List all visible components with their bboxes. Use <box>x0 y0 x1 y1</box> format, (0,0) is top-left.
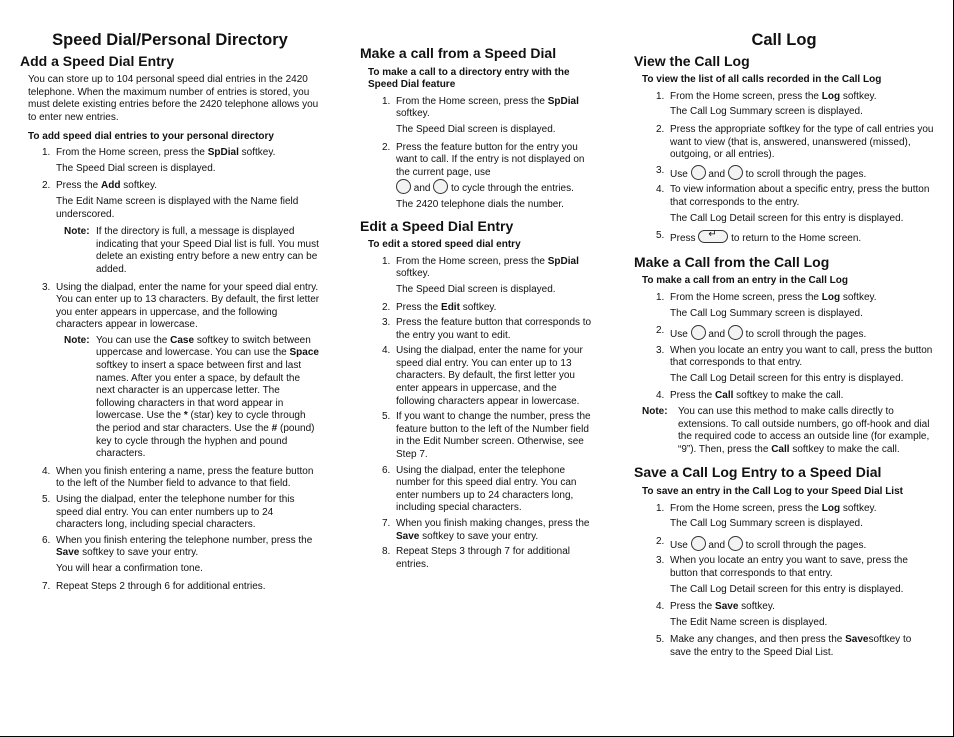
left-arrow-key-icon <box>396 179 411 194</box>
step-2: 2. Press the Add softkey. <box>42 180 157 192</box>
left-arrow-key-icon <box>691 165 706 180</box>
heading-make-call-log: Make a Call from the Call Log <box>634 253 830 270</box>
heading-make-call-speed-dial: Make a call from a Speed Dial <box>360 45 557 61</box>
step-2-result: The Edit Name screen is displayed with the Name field underscored. <box>56 195 299 220</box>
step-2-result: The 2420 telephone dials the number. <box>396 198 564 210</box>
step-1: 1. From the Home screen, press the SpDial softkey. <box>382 95 579 120</box>
exit-key-icon <box>698 230 728 243</box>
step-1: 1. From the Home screen, press the SpDial softkey. <box>42 147 276 159</box>
procedure-title: To make a call from an entry in the Call Log <box>642 275 848 287</box>
step-4: 4. Using the dialpad, enter the name for your speed dial entry. You can enter up to 13 characters. By default, the first letter you enter appears in uppercase, and the following characters appear in lowercase. <box>382 345 583 407</box>
procedure-title: To make a call to a directory entry with the Speed Dial feature <box>368 66 570 91</box>
step-1-result: The Speed Dial screen is displayed. <box>396 123 556 135</box>
heading-add-speed-dial: Add a Speed Dial Entry <box>20 52 175 69</box>
right-arrow-key-icon <box>728 325 743 340</box>
step-3: 3. Press the feature button that corresponds to the entry you want to edit. <box>382 317 592 341</box>
step-1-result: The Call Log Summary screen is displayed. <box>670 307 863 319</box>
step-4: 4. To view information about a specific entry, press the button that corresponds to the entry. <box>656 184 930 208</box>
step-4-result: The Edit Name screen is displayed. <box>670 616 828 628</box>
step-2: 2. Press the appropriate softkey for the type of call entries you want to view (that is, answered, unanswered (missed), outgoing, or all entries). <box>656 123 934 161</box>
step-7: 7. When you finish making changes, press the Save softkey to save your entry. <box>382 518 590 542</box>
column-speed-dial-calls <box>360 43 594 574</box>
step-3: 3. When you locate an entry you want to call, press the button that corresponds to that entry. <box>656 344 933 369</box>
note-case-softkey: Note: You can use the Case softkey to switch between uppercase and lowercase. You can use the Space softkey to insert a space between first and last names. After you enter a space, by default the next character is an uppercase letter. The following characters in that word appear in lowercase. Use the * (star) key to cycle through the period and star characters. Use the # (pound) key to cycle through the hyphen and pound characters. <box>64 334 319 460</box>
step-8: 8. Repeat Steps 3 through 7 for additional entries. <box>382 546 571 570</box>
step-2: 2. Use and to scroll through the pages. <box>656 325 867 341</box>
page-title-call-log: Call Log <box>751 31 817 49</box>
page-title-speed-dial: Speed Dial/Personal Directory <box>52 31 288 49</box>
left-arrow-key-icon <box>691 325 706 340</box>
note-directory-full: Note: If the directory is full, a message is displayed indicating that your Speed Dial list is full. You must delete an existing entry before a new entry can be added. <box>64 226 319 275</box>
step-1-result: The Call Log Summary screen is displayed. <box>670 518 863 530</box>
right-arrow-key-icon <box>728 536 743 551</box>
procedure-title: To save an entry in the Call Log to your Speed Dial List <box>642 486 903 498</box>
step-5: 5. Make any changes, and then press the Savesoftkey to save the entry to the Speed Dial List. <box>656 634 912 658</box>
heading-save-call-log: Save a Call Log Entry to a Speed Dial <box>634 464 882 481</box>
step-5: 5. Using the dialpad, enter the telephone number for this speed dial entry. You can enter numbers up to 24 characters long, including special characters. <box>42 494 295 531</box>
step-1: 1. From the Home screen, press the Log softkey. <box>656 291 877 303</box>
step-2: 2. Press the Edit softkey. <box>382 301 497 313</box>
step-7: 7. Repeat Steps 2 through 6 for additional entries. <box>42 580 266 592</box>
step-1-result: The Speed Dial screen is displayed. <box>396 283 556 295</box>
step-4: 4. Press the Call softkey to make the call. <box>656 390 844 402</box>
step-2: 2. Press the feature button for the entry you want to call. If the entry is not displayed on the current page, use and to cycle through the entries. <box>382 141 585 195</box>
step-5: 5. Press ↵ to return to the Home screen. <box>634 230 934 246</box>
column-call-log <box>634 30 934 663</box>
step-3: 3. When you locate an entry you want to save, press the button that corresponds to that entry. <box>656 555 908 579</box>
step-1: 1. From the Home screen, press the SpDial softkey. <box>382 255 579 280</box>
step-6: 6. Using the dialpad, enter the telephone number for this speed dial entry. You can enter numbers up to 24 characters long, including special characters. <box>382 464 577 514</box>
right-arrow-key-icon <box>433 179 448 194</box>
step-5: 5. If you want to change the number, press the feature button to the left of the Number field in the Edit Number screen. Otherwise, see Step 7. <box>382 411 591 461</box>
step-3-result: The Call Log Detail screen for this entry is displayed. <box>670 583 904 595</box>
step-6: 6. When you finish entering the telephone number, press the Save softkey to save your entry. <box>42 534 313 559</box>
step-3: 3. Using the dialpad, enter the name for your speed dial entry. You can enter up to 13 characters. By default, the first letter you enter appears in uppercase, and the following characters appear in lowercase. <box>42 281 320 331</box>
intro-paragraph: You can store up to 104 personal speed dial entries in the 2420 telephone. When the maximum number of entries is stored, you must delete existing entries before the 2420 telephone allows you to enter new entries. <box>28 74 319 123</box>
heading-view-call-log: View the Call Log <box>634 52 750 69</box>
step-1-result: The Speed Dial screen is displayed. <box>56 162 216 174</box>
right-arrow-key-icon <box>728 165 743 180</box>
step-3: 3. Use and to scroll through the pages. <box>656 164 867 180</box>
step-1-result: The Call Log Summary screen is displayed. <box>670 106 863 118</box>
procedure-title: To edit a stored speed dial entry <box>368 239 521 251</box>
step-2: 2. Use and to scroll through the pages. <box>656 535 867 551</box>
step-4-result: The Call Log Detail screen for this entry is displayed. <box>670 212 904 224</box>
step-6-result: You will hear a confirmation tone. <box>56 562 203 574</box>
left-arrow-key-icon <box>691 536 706 551</box>
procedure-title: To add speed dial entries to your personal directory <box>28 130 274 142</box>
steps-list <box>20 147 320 160</box>
procedure-title: To view the list of all calls recorded in the Call Log <box>642 74 882 86</box>
step-3-result: The Call Log Detail screen for this entry is displayed. <box>670 372 904 384</box>
column-speed-dial <box>20 30 320 596</box>
step-4: 4. Press the Save softkey. <box>656 601 775 613</box>
note-outside-calls: Note: You can use this method to make calls directly to extensions. To call outside numbers, go off-hook and dial the required code to access an outside line (for example, “9”). Then, press the Call softkey to make the call. <box>642 406 930 455</box>
step-4: 4. When you finish entering a name, press the feature button to the left of the Number field to advance to that field. <box>42 465 314 490</box>
step-1: 1. From the Home screen, press the Log softkey. <box>656 90 877 102</box>
step-1: 1. From the Home screen, press the Log softkey. <box>656 502 877 514</box>
heading-edit-speed-dial: Edit a Speed Dial Entry <box>360 217 514 234</box>
